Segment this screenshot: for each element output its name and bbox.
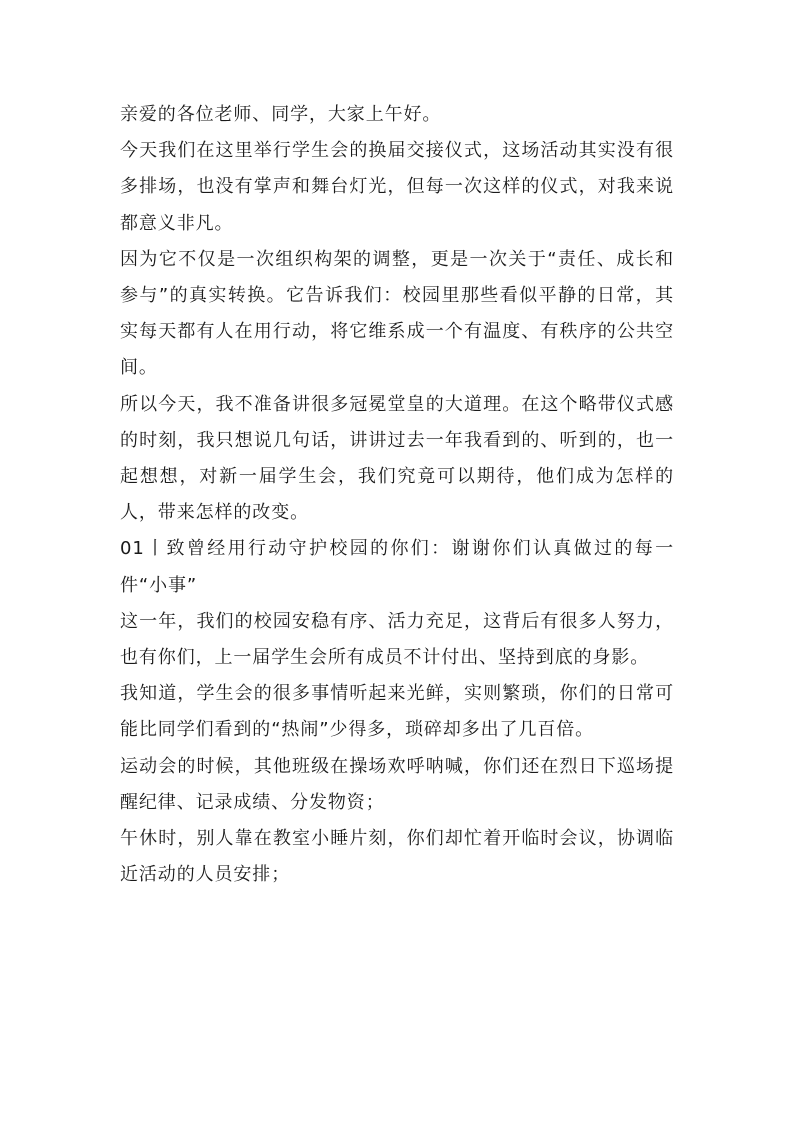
paragraph-thanks: 这一年，我们的校园安稳有序、活力充足，这背后有很多人努力，也有你们，上一届学生会所有成员不计付出、坚持到底的身影。: [120, 610, 674, 669]
paragraph-intent: 所以今天，我不准备讲很多冠冕堂皇的大道理。在这个略带仪式感的时刻，我只想说几句话，讲讲过去一年我看到的、听到的，也一起想想，对新一届学生会，我们究竟可以期待，他们成为怎样的人，带来怎样的改变。: [120, 393, 674, 524]
paragraph-noon-break: 午休时，别人靠在教室小睡片刻，你们却忙着开临时会议，协调临近活动的人员安排；: [120, 828, 674, 886]
paragraph-meaning: 因为它不仅是一次组织构架的调整，更是一次关于“责任、成长和参与”的真实转换。它告诉我们：校园里那些看似平静的日常，其实每天都有人在用行动，将它维系成一个有温度、有秩序的公共空间。: [120, 248, 674, 379]
section-heading: 01丨致曾经用行动守护校园的你们：谢谢你们认真做过的每一件“小事”: [120, 538, 674, 596]
paragraph-ceremony: 今天我们在这里举行学生会的换届交接仪式，这场活动其实没有很多排场，也没有掌声和舞台灯光，但每一次这样的仪式，对我来说都意义非凡。: [120, 140, 674, 234]
document-body: [120, 97, 674, 893]
paragraph-greeting: 亲爱的各位老师、同学，大家上午好。: [120, 104, 442, 125]
paragraph-daily-work: 我知道，学生会的很多事情听起来光鲜，实则繁琐，你们的日常可能比同学们看到的“热闹”少得多，琐碎却多出了几百倍。: [120, 683, 674, 741]
paragraph-sports-meet: 运动会的时候，其他班级在操场欢呼呐喊，你们还在烈日下巡场提醒纪律、记录成绩、分发物资；: [120, 755, 674, 813]
